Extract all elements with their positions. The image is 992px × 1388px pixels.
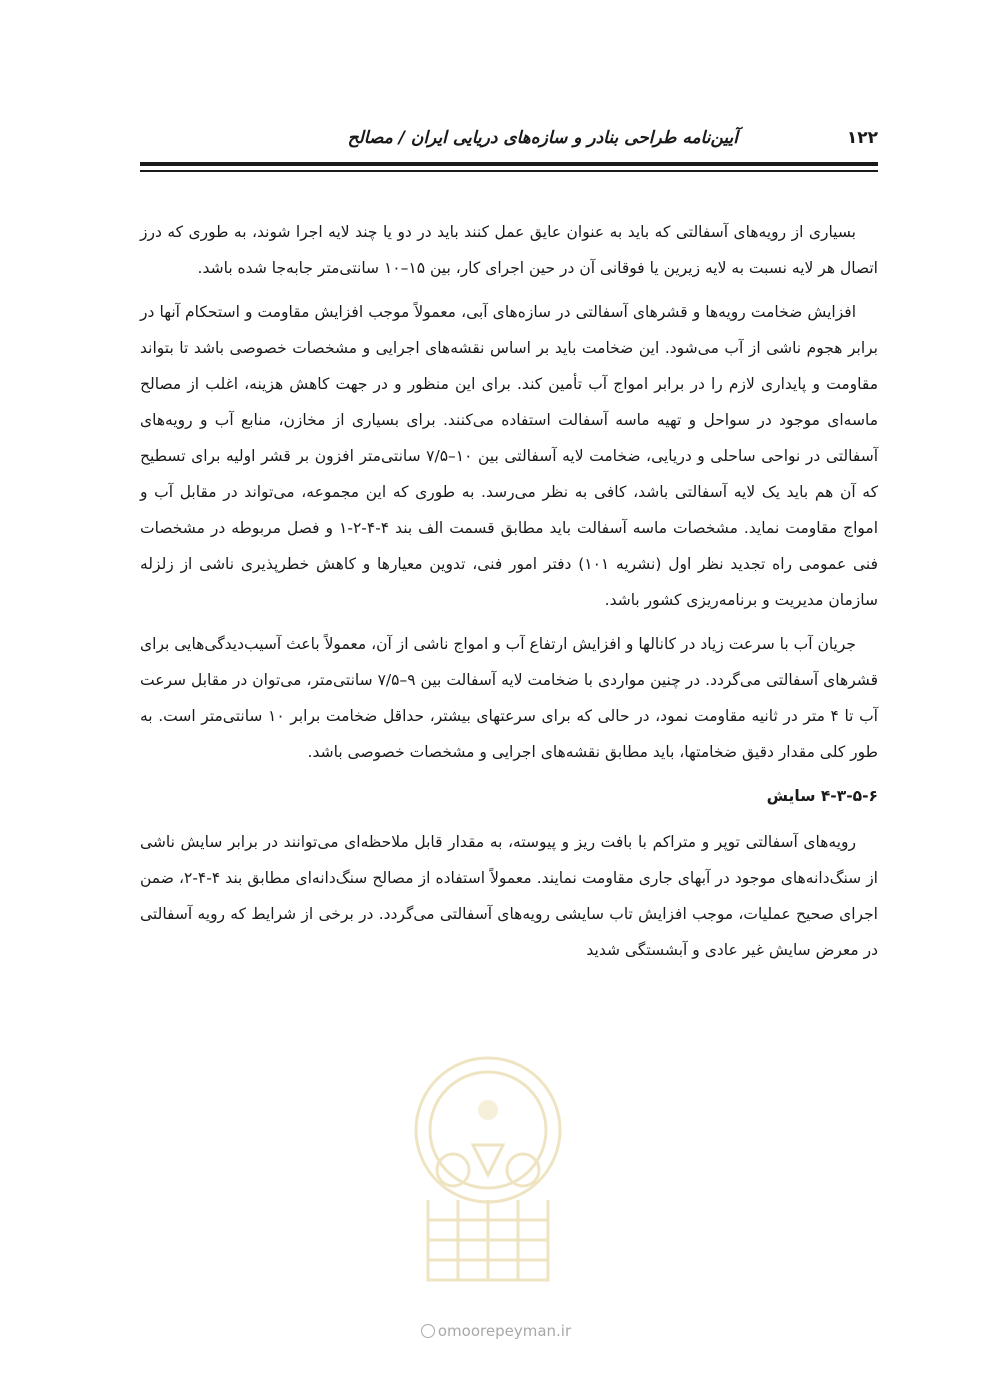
site-watermark [0, 1322, 992, 1340]
header-rule-thick [140, 162, 878, 166]
site-watermark-text: omoorepeyman.ir [437, 1322, 572, 1340]
page-header [140, 128, 878, 158]
section-paragraph: رویه‌های آسفالتی توپر و متراکم با بافت ریز و پیوسته، به مقدار قابل ملاحظه‌ای می‌توانند در برابر سایش ناشی از سنگ‌دانه‌های موجود در آبهای جاری مقاومت نمایند. معمولاً استفاده از مصالح سنگ‌دانه‌ای مطابق بند ۴-۴-۲، ضمن اجرای صحیح عملیات، موجب افزایش تاب سایشی رویه‌های آسفالتی می‌گردد. در برخی از شرایط که رویه آسفالتی در معرض سایش غیر عادی و آبشستگی شدید [140, 833, 878, 959]
globe-icon [421, 1324, 435, 1338]
paragraph-3: جریان آب با سرعت زیاد در کانالها و افزایش ارتفاع آب و امواج ناشی از آن، معمولاً باعث آسیب‌دیدگی‌هایی برای قشرهای آسفالتی می‌گردد. در چنین مواردی با ضخامت لایه آسفالت بین ۹–۷/۵ سانتی‌متر، می‌توان در مقابل سرعت آب تا ۴ متر در ثانیه مقاومت نمود، در حالی که برای سرعتهای بیشتر، حداقل ضخامت برابر ۱۰ سانتی‌متر است. به طور کلی مقدار دقیق ضخامتها، باید مطابق نقشه‌های اجرایی و مشخصات خصوصی باشد. [140, 635, 878, 761]
paragraph-1: بسیاری از رویه‌های آسفالتی که باید به عنوان عایق عمل کنند باید در دو یا چند لایه اجرا شوند، به طوری که درز اتصال هر لایه نسبت به لایه زیرین یا فوقانی آن در حین اجرای کار، بین ۱۵–۱۰ سانتی‌متر جابه‌جا شده باشد. [140, 223, 878, 277]
seal-watermark-icon [388, 1050, 588, 1300]
paragraph-2: افزایش ضخامت رویه‌ها و قشرهای آسفالتی در سازه‌های آبی، معمولاً موجب افزایش مقاومت و استحکام آنها در برابر هجوم ناشی از آب می‌شود. این ضخامت باید بر اساس نقشه‌های اجرایی و مشخصات خصوصی باشد تا بتواند مقاومت و پایداری لازم را در برابر امواج آب تأمین کند. برای این منظور و در جهت کاهش هزینه، اغلب از مصالح ماسه‌ای موجود در سواحل و تهیه ماسه آسفالت استفاده می‌کنند. برای بسیاری از مخازن، منابع آب و رویه‌های آسفالتی در نواحی ساحلی و دریایی، ضخامت لایه آسفالتی بین ۱۰–۷/۵ سانتی‌متر افزون بر قشر اولیه برای تسطیح که آن هم باید یک لایه آسفالتی باشد، کافی به نظر می‌رسد. به طوری که این مجموعه، می‌تواند در مقابل آب و امواج مقاومت نماید. مشخصات ماسه آسفالت باید مطابق قسمت الف بند ۴-۴-۲-۱ و فصل مربوطه در مشخصات فنی عمومی راه تجدید نظر اول (نشریه ۱۰۱) دفتر امور فنی، تدوین معیارها و کاهش خطرپذیری ناشی از زلزله سازمان مدیریت و برنامه‌ریزی کشور باشد. [140, 303, 879, 609]
header-rule-thin [140, 170, 878, 172]
running-title: آیین‌نامه طراحی بنادر و سازه‌های دریایی ایران / مصالح [347, 128, 738, 148]
section-heading: ۴-۳-۵-۶ سایش [766, 787, 878, 805]
body-text [140, 214, 878, 976]
page-number: ۱۲۲ [846, 128, 878, 148]
